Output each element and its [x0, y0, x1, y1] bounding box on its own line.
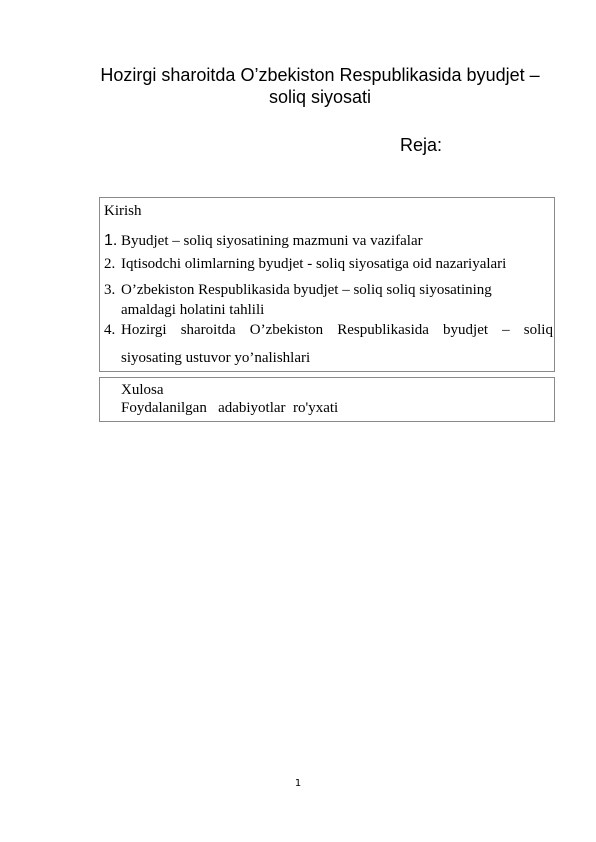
title-line-2: soliq siyosati — [268, 87, 372, 107]
item-number: 1. — [104, 232, 118, 249]
page-number: 1 — [294, 778, 302, 789]
item-number: 3. — [104, 282, 116, 298]
item-word: Respublikasida — [337, 322, 429, 338]
item-number: 2. — [104, 256, 116, 272]
item-text: Byudjet – soliq siyosatining mazmuni va vazifalar — [121, 233, 423, 249]
intro-entry: Kirish — [104, 203, 142, 219]
item-text: Iqtisodchi olimlarning byudjet - soliq siyosatiga oid nazariyalari — [121, 256, 507, 272]
appendix-box — [99, 377, 555, 422]
item-word: – — [502, 322, 510, 338]
item-text-line-2: amaldagi holatini tahlili — [121, 302, 265, 318]
item-word: O’zbekiston — [249, 322, 324, 338]
document-title — [60, 64, 580, 108]
item-word: soliq — [523, 322, 553, 338]
title-line-1: Hozirgi sharoitda O’zbekiston Respublikasida byudjet – — [100, 65, 540, 85]
item-word: byudjet — [443, 322, 489, 338]
references-entry: Foydalanilgan adabiyotlar ro'yxati — [121, 400, 339, 416]
item-text-line-1: O’zbekiston Respublikasida byudjet – soliq soliq siyosatining — [121, 282, 492, 298]
item-word: Hozirgi — [121, 322, 167, 338]
plan-heading: Reja: — [400, 135, 443, 155]
item-number: 4. — [104, 322, 116, 338]
item-word: sharoitda — [180, 322, 236, 338]
item-text-line-1 — [121, 322, 553, 339]
item-text-line-2: siyosating ustuvor yo’nalishlari — [121, 350, 311, 366]
contents-box — [99, 197, 555, 372]
conclusion-entry: Xulosa — [121, 382, 164, 398]
